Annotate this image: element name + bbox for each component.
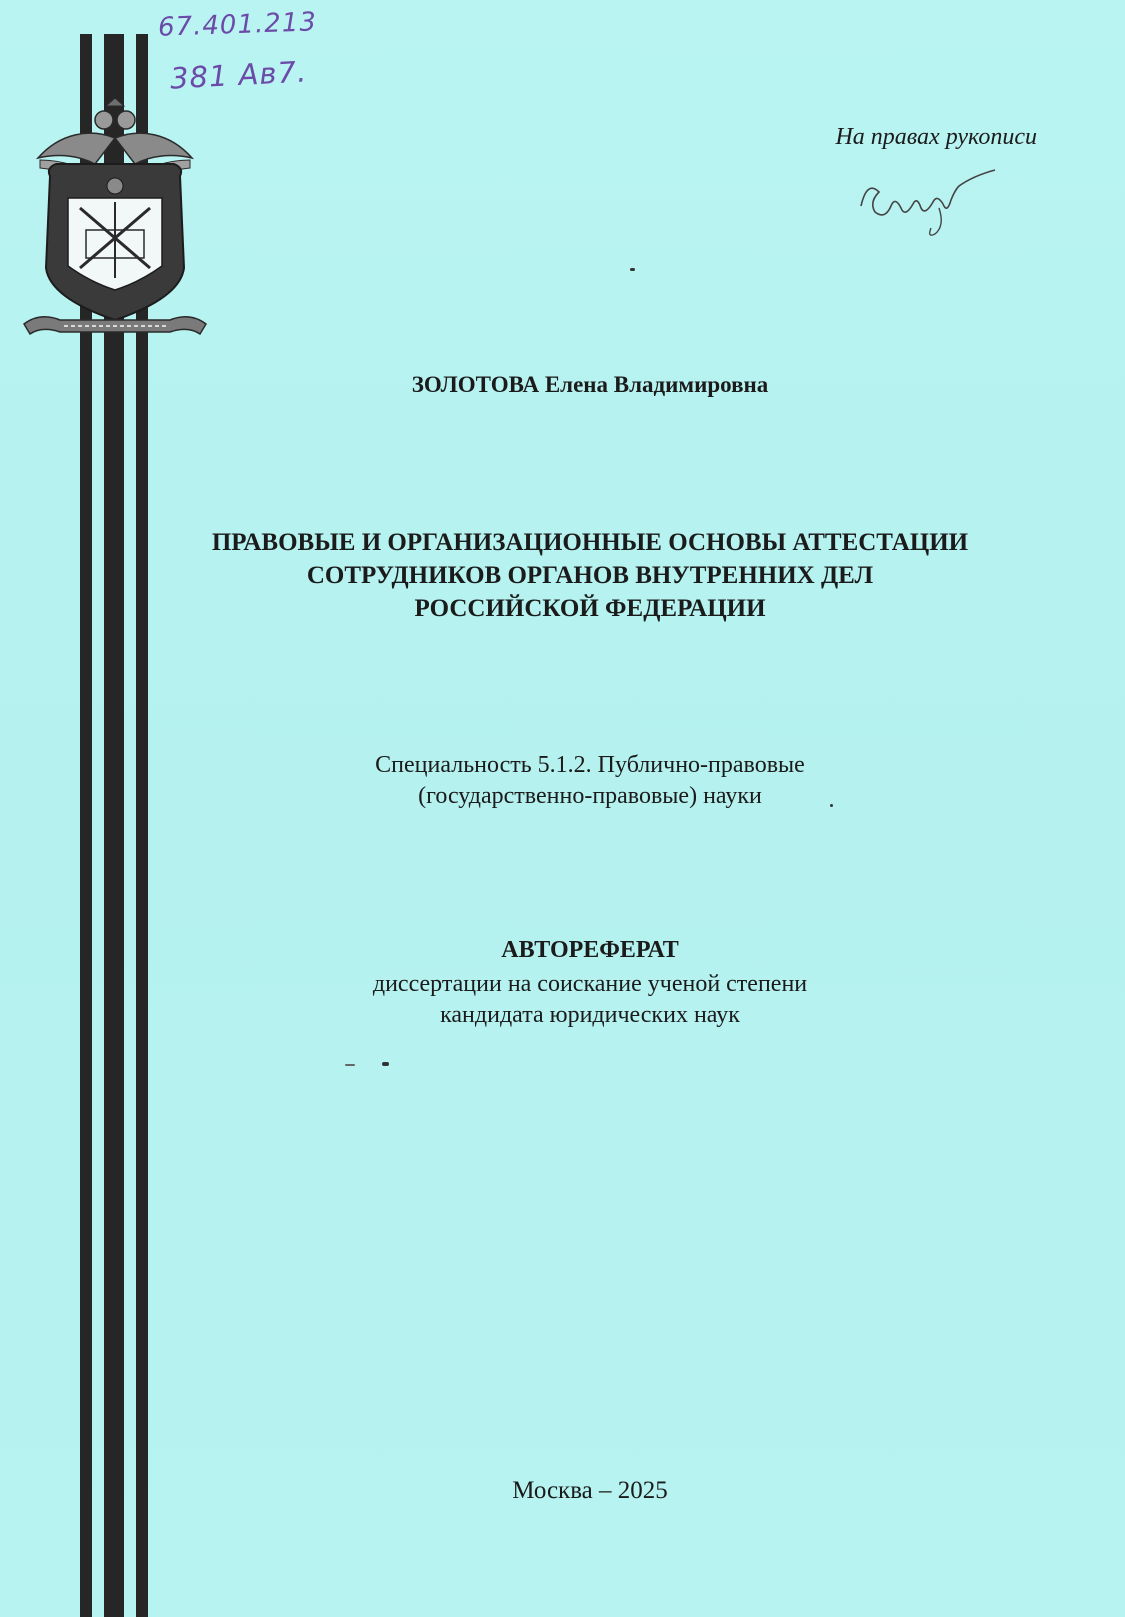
title-line: РОССИЙСКОЙ ФЕДЕРАЦИИ <box>414 595 766 622</box>
abstract-label: АВТОРЕФЕРАТ <box>501 937 679 963</box>
scan-speck <box>345 1064 355 1066</box>
specialty-line: Специальность 5.1.2. Публично-правовые <box>375 752 805 778</box>
specialty <box>150 750 1030 812</box>
degree-line: диссертации на соискание ученой степени <box>372 971 808 997</box>
scan-speck <box>382 1062 389 1066</box>
author-name: ЗОЛОТОВА Елена Владимировна <box>411 372 769 397</box>
handwritten-shelf-mark: 381 Ав7. <box>169 54 308 96</box>
scan-speck <box>830 804 833 807</box>
emblem-icon <box>20 98 210 358</box>
specialty-line: (государственно-правовые) науки <box>418 783 762 809</box>
degree-description <box>150 969 1030 1031</box>
degree-line: кандидата юридических наук <box>440 1002 740 1028</box>
title-line: СОТРУДНИКОВ ОРГАНОВ ВНУТРЕННИХ ДЕЛ <box>306 562 874 589</box>
handwritten-classification-code: 67.401.213 <box>157 7 318 43</box>
manuscript-note: На правах рукописи <box>835 124 1037 150</box>
scan-speck <box>630 268 635 271</box>
signature-icon <box>855 162 1005 242</box>
city-year: Москва – 2025 <box>512 1477 668 1504</box>
title-line: ПРАВОВЫЕ И ОРГАНИЗАЦИОННЫЕ ОСНОВЫ АТТЕСТАЦИИ <box>211 529 969 556</box>
dissertation-title <box>150 526 1030 625</box>
